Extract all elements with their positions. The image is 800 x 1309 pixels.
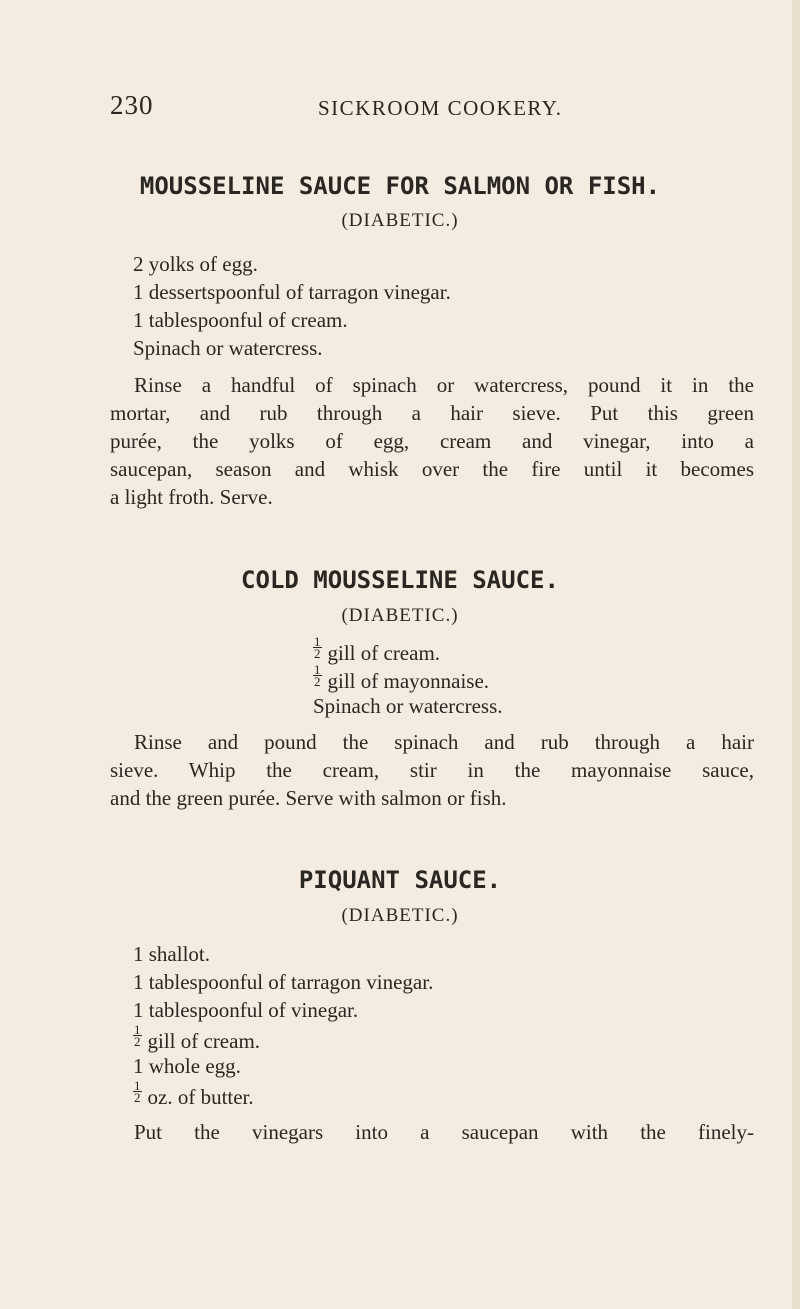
ingredient-line: 1 tablespoonful of cream. [133,308,348,332]
ingredient-line: 1 shallot. [133,942,210,966]
running-head: SICKROOM COOKERY. [318,96,563,120]
method-line: and the green purée. Serve with salmon or fish. [110,786,507,810]
ingredient-line: 1 tablespoonful of tarragon vinegar. [133,970,434,994]
method-line: a light froth. Serve. [110,485,273,509]
recipe-tag: (DIABETIC.) [341,905,459,926]
ingredient-line: $\frac{1}{2}$ oz. of butter. [134,1078,254,1109]
ingredient-line: 1 tablespoonful of vinegar. [133,998,359,1022]
ingredient-line: 1 whole egg. [133,1054,241,1078]
recipe-tag: (DIABETIC.) [341,605,459,626]
method-line: mortar, and rub through a hair sieve. Put this green [110,401,754,425]
ingredient-line: $\frac{1}{2}$ gill of mayonnaise. [314,662,490,693]
method-paragraph [110,371,754,511]
method-line: Rinse and pound the spinach and rub through a hair [134,730,754,754]
ingredient-line: Spinach or watercress. [313,694,503,718]
recipe-title: COLD MOUSSELINE SAUCE. [241,566,559,594]
method-paragraph [110,1118,754,1146]
ingredient-line: $\frac{1}{2}$ gill of cream. [134,1022,261,1053]
fraction: $\frac{1}{2}$ [314,662,321,689]
method-line: Put the vinegars into a saucepan with the finely- [134,1120,754,1144]
fraction: $\frac{1}{2}$ [134,1078,141,1105]
page-number: 230 [110,90,154,120]
ingredient-line: $\frac{1}{2}$ gill of cream. [314,634,441,665]
fraction: $\frac{1}{2}$ [314,634,321,661]
page-header [0,90,800,130]
method-line: saucepan, season and whisk over the fire until it becomes [110,457,754,481]
fraction: $\frac{1}{2}$ [134,1022,141,1049]
method-paragraph [110,728,754,812]
ingredient-line: Spinach or watercress. [133,336,323,360]
recipe-title: MOUSSELINE SAUCE FOR SALMON OR FISH. [139,172,661,200]
method-line: sieve. Whip the cream, stir in the mayonnaise sauce, [110,758,754,782]
ingredient-line: 2 yolks of egg. [133,252,258,276]
recipe-tag: (DIABETIC.) [341,210,459,231]
method-line: purée, the yolks of egg, cream and vinegar, into a [110,429,754,453]
ingredient-line: 1 dessertspoonful of tarragon vinegar. [133,280,451,304]
recipe-title: PIQUANT SAUCE. [298,866,502,894]
method-line: Rinse a handful of spinach or watercress, pound it in the [134,373,754,397]
